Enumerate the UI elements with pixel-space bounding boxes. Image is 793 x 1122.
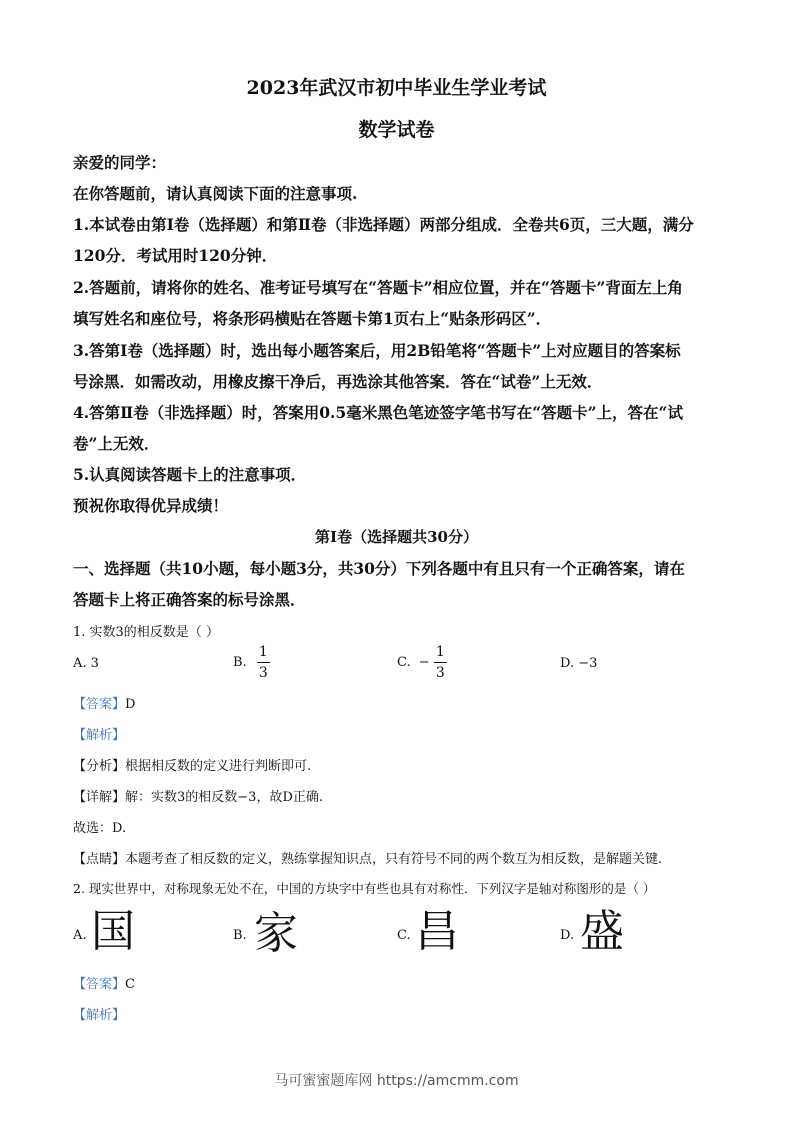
- instructions-intro: 在你答题前，请认真阅读下面的注意事项.: [73, 184, 358, 203]
- instruction-3-line-2: 号涂黑．如需改动，用橡皮擦干净后，再选涂其他答案．答在“试卷”上无效．: [73, 372, 603, 391]
- instruction-2-line-1: 2.答题前，请将你的姓名、准考证号填写在“答题卡”相应位置，并在“答题卡”背面左上角: [73, 278, 683, 297]
- q1-option-b-numerator: 1: [257, 645, 270, 663]
- q1-option-b: [233, 645, 270, 680]
- instruction-4-line-2: 卷”上无效．: [73, 434, 160, 453]
- section-title: 第Ⅰ卷（选择题共30分）: [315, 528, 478, 546]
- section-desc-line-1: 一、选择题（共10小题，每小题3分，共30分）下列各题中有且只有一个正确答案，请在: [73, 559, 685, 578]
- q1-xiangjie: [73, 786, 323, 805]
- exam-title: 2023年武汉市初中毕业生学业考试: [246, 77, 547, 99]
- q2-option-c-label: C.: [397, 928, 411, 943]
- closing-wish: 预祝你取得优异成绩！: [73, 496, 229, 515]
- instruction-4-line-1: 4.答第Ⅱ卷（非选择题）时，答案用0.5毫米黑色笔迹签字笔书写在“答题卡”上，答在“试: [73, 403, 683, 422]
- q1-option-c-denominator: 3: [435, 665, 445, 681]
- q1-fenxi-tag: 【分析】: [73, 759, 126, 774]
- q1-dianjing-tag: 【点睛】: [73, 852, 126, 867]
- q1-xiangjie-text: 解：实数3的相反数−3，故D正确.: [125, 790, 324, 805]
- q1-fenxi: [73, 755, 311, 774]
- q2-option-a-char: 国: [91, 906, 135, 957]
- q2-answer-value: C: [125, 977, 135, 992]
- q1-option-a: A. 3: [73, 656, 99, 671]
- q2-answer-tag: 【答案】: [73, 977, 126, 992]
- q2-analysis-heading: [73, 1004, 125, 1023]
- q1-analysis-tag: 【解析】: [73, 728, 126, 743]
- q1-option-c-label: C.: [397, 655, 411, 670]
- q1-option-c-sign: −: [418, 655, 430, 670]
- q1-dianjing-text: 本题考查了相反数的定义，熟练掌握知识点，只有符号不同的两个数互为相反数，是解题关键.: [125, 852, 663, 867]
- instruction-1-line-1: 1.本试卷由第Ⅰ卷（选择题）和第Ⅱ卷（非选择题）两部分组成．全卷共6页，三大题，满分: [73, 215, 694, 234]
- q1-dianjing: [73, 848, 662, 867]
- q2-answer: [73, 973, 135, 992]
- instruction-1-line-2: 120分．考试用时120分钟．: [73, 246, 278, 265]
- q1-option-b-fraction: [257, 645, 270, 680]
- q2-option-d-char: 盛: [580, 906, 624, 957]
- q1-answer-value: D: [125, 697, 136, 712]
- q1-option-b-denominator: 3: [258, 665, 268, 681]
- q1-stem: 1. 实数3的相反数是（ ）: [73, 625, 219, 640]
- q1-option-c: [397, 645, 447, 680]
- instruction-3-line-1: 3.答第Ⅰ卷（选择题）时，选出每小题答案后，用2B铅笔将“答题卡”上对应题目的答案标: [73, 341, 681, 360]
- q1-option-c-numerator: 1: [434, 645, 447, 663]
- q2-option-b-label: B.: [233, 928, 247, 943]
- footer-watermark: 马可蜜蜜题库网 https://amcmm.com: [274, 1073, 519, 1089]
- q1-answer-tag: 【答案】: [73, 697, 126, 712]
- q2-analysis-tag: 【解析】: [73, 1008, 126, 1023]
- q1-answer: [73, 693, 135, 712]
- exam-subtitle: 数学试卷: [358, 119, 435, 141]
- q2-option-c-char: 昌: [415, 906, 459, 957]
- instruction-2-line-2: 填写姓名和座位号，将条形码横贴在答题卡第1页右上“贴条形码区”．: [73, 309, 552, 328]
- q1-option-c-fraction: [434, 645, 447, 680]
- greeting: 亲爱的同学：: [73, 153, 167, 172]
- q2-option-a-label: A.: [73, 928, 87, 943]
- q1-guxuan: 故选：D.: [73, 821, 127, 836]
- q1-fenxi-text: 根据相反数的定义进行判断即可.: [125, 759, 312, 774]
- instruction-5: 5.认真阅读答题卡上的注意事项．: [73, 465, 307, 484]
- q1-option-b-label: B.: [233, 655, 247, 670]
- q2-stem: 2. 现实世界中，对称现象无处不在，中国的方块字中有些也具有对称性．下列汉字是轴对称图形的是（ ）: [73, 881, 656, 896]
- q1-analysis-heading: [73, 724, 125, 743]
- section-desc-line-2: 答题卡上将正确答案的标号涂黑．: [73, 590, 306, 609]
- q1-option-d: D. −3: [560, 656, 598, 671]
- q2-option-d-label: D.: [560, 928, 575, 943]
- q2-option-b-char: 家: [254, 908, 298, 959]
- q1-xiangjie-tag: 【详解】: [73, 790, 126, 805]
